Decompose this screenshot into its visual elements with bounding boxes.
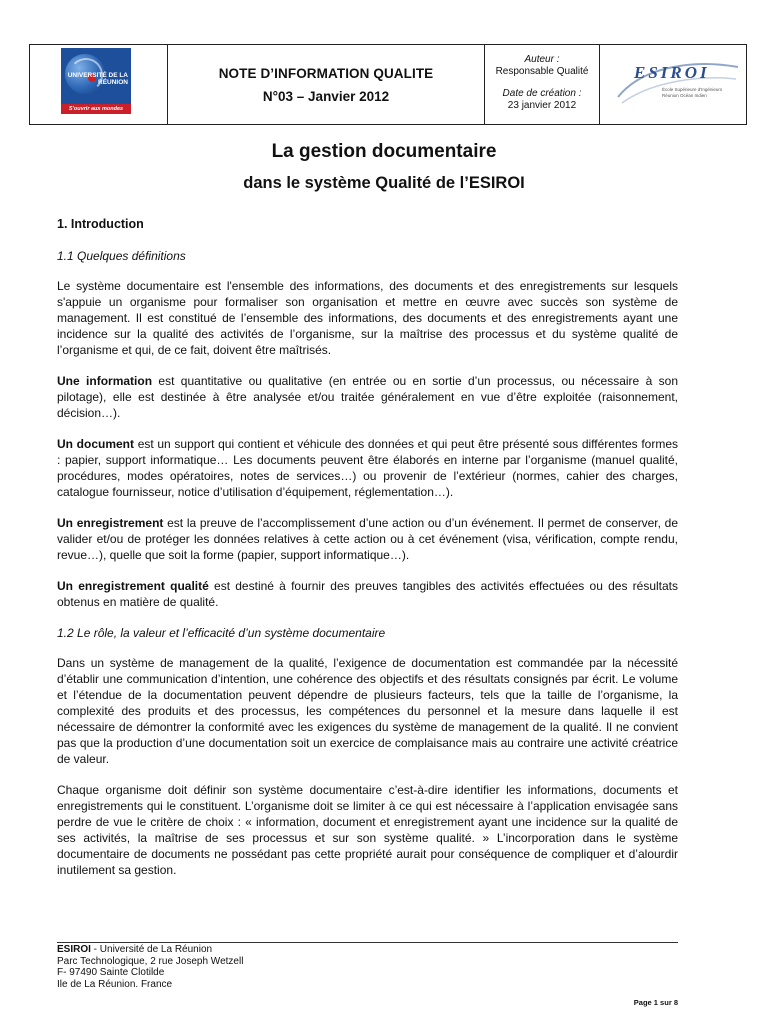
university-logo-tagline: S'ouvrir aux mondes [61, 104, 131, 114]
footer-line-street: Parc Technologique, 2 rue Joseph Wetzell [57, 955, 244, 967]
meta-cell [485, 45, 600, 124]
footer-address [57, 944, 243, 990]
term-enregistrement: Un enregistrement [57, 516, 164, 530]
document-body [57, 216, 678, 893]
paragraph-document [57, 436, 678, 500]
footer-line-org [57, 944, 243, 956]
date-value: 23 janvier 2012 [507, 100, 577, 111]
term-document: Un document [57, 437, 135, 451]
term-enregistrement-qualite: Un enregistrement qualité [57, 579, 209, 593]
section-heading-introduction: 1. Introduction [57, 217, 144, 231]
paragraph-enregistrement-qualite [57, 578, 678, 610]
esiroi-logo [612, 57, 742, 113]
date-label: Date de création : [502, 88, 582, 99]
note-number: N°03 – Janvier 2012 [262, 88, 390, 104]
author-label: Auteur : [524, 54, 560, 65]
definition-enregistrement: est la preuve de l’accomplissement d’une action ou d’un événement. Il permet de conserver, de valider et/ou de protéger les données relatives à cette action ou à cet événement (visa, vérification, compte rendu, revue…), quelle que soit la forme (papier, support informatique…). [57, 516, 678, 562]
page-number: Page 1 sur 8 [633, 998, 678, 1007]
note-title-cell [168, 45, 485, 124]
university-logo-background [61, 48, 131, 106]
university-logo [61, 48, 131, 114]
footer-line-country: Ile de La Réunion. France [57, 978, 173, 990]
university-logo-cell [30, 45, 168, 124]
paragraph-role: Dans un système de management de la qualité, l’exigence de documentation est commandée par la nécessité d’établir une communication d’intention, une cohérence des objectifs et des résultats consignés par écrit. Le volume et l’étendue de la documentation peuvent dépendre de plusieurs facteurs, tels que la taille de l’organisme, la complexité des produits et des processus, les compétences du personnel et la mesure dans laquelle il est nécessaire de démontrer la conformité avec les exigences du système de management de la qualité. Il ne convient pas que la production d’une documentation soit un exercice de complaisance mais au contraire une activité créatrice de valeur. [57, 656, 678, 766]
paragraph-enregistrement [57, 515, 678, 563]
term-information: Une information [57, 374, 153, 388]
document-subtitle: dans le système Qualité de l’ESIROI [243, 174, 525, 192]
author-value: Responsable Qualité [495, 66, 589, 77]
footer-org: ESIROI [57, 944, 91, 955]
esiroi-logo-word: ESIROI [634, 63, 710, 82]
esiroi-logo-cell [600, 45, 746, 124]
paragraph-definition-systeme: Chaque organisme doit définir son système documentaire c’est-à-dire identifier les informations, documents et enregistrements qui le constituent. L’organisme doit se limiter à ce qui est nécessaire à l’application envisagée sans perdre de vue le critère de choix : « information, document et enregistrement ayant une incidence sur la qualité de ses activités, la maîtrise de ses processus et sur son système qualité. » L’incorporation dans le système documentaire de documents ne possédant pas cette propriété aurait pour conséquence de compliquer et d’alourdir inutilement sa gestion. [57, 783, 678, 877]
paragraph-information [57, 373, 678, 421]
definition-information: est quantitative ou qualitative (en entrée ou en sortie d’un processus, ou nécessaire à son pilotage), elle est destinée à être analysée et/ou traitée généralement en vue d’être exploitée (raisonnement, décision…). [57, 374, 678, 420]
footer-line-city: F- 97490 Sainte Clotilde [57, 967, 165, 978]
definition-document: est un support qui contient et véhicule des données et qui peut être présenté sous différentes formes : papier, support informatique… Les documents peuvent être élaborés en interne par l’organisme (manuel qualité, procédures, modes opératoires, notes de services…) ou provenir de l’extérieur (normes, cahier des charges, catalogue fournisseur, notice d’utilisation d’équipement, réglementation…). [57, 437, 678, 499]
note-title: NOTE D’INFORMATION QUALITE [218, 65, 434, 81]
header-box [29, 44, 747, 125]
footer-divider [57, 942, 678, 943]
footer-org-rest: - Université de La Réunion [90, 944, 213, 955]
paragraph-systeme-documentaire: Le système documentaire est l'ensemble des informations, des documents et des enregistrements sur lesquels s'appuie un organisme pour formaliser son organisation et mettre en œuvre avec succès son système de management. Il est constitué de l’ensemble des informations, des documents et des enregistrements ayant une incidence sur la qualité des activités de l’organisme, sur la maîtrise des processus et du système qualité de l’organisme et qui, de ce fait, doivent être maîtrisés. [57, 279, 678, 357]
subsection-heading-definitions: 1.1 Quelques définitions [57, 249, 186, 263]
subsection-heading-role: 1.2 Le rôle, la valeur et l’efficacité d’un système documentaire [57, 626, 386, 640]
document-title: La gestion documentaire [271, 141, 497, 162]
university-logo-name: UNIVERSITÉ DE LA RÉUNION [67, 72, 128, 86]
definition-enregistrement-qualite: est destiné à fournir des preuves tangibles des activités effectuées ou des résultats obtenus en matière de qualité. [57, 579, 679, 609]
esiroi-logo-tagline: École Supérieure d'Ingénieurs Réunion Océan Indien [662, 87, 723, 98]
